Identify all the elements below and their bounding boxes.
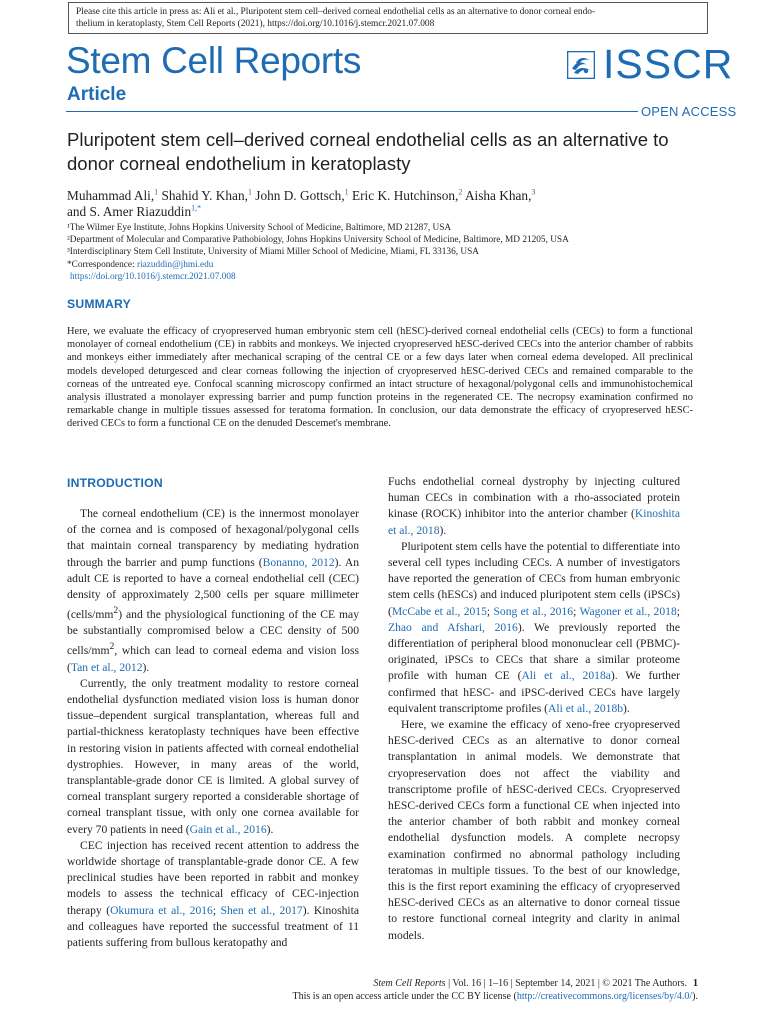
intro-text: ). xyxy=(142,660,150,674)
footer-journal: Stem Cell Reports xyxy=(373,978,446,989)
intro-text: ). We further confirmed that hESC- and iPSC-derived CECs have largely equivalent transcriptome profiles ( xyxy=(388,669,680,715)
journal-title: Stem Cell Reports xyxy=(66,40,362,81)
intro-text: Fuchs endothelial corneal dystrophy by injecting cultured human CECs in combination with a rho-associated protein kinase (ROCK) inhibitor into the anterior chamber ( xyxy=(388,475,680,521)
reference-link[interactable]: Ali et al., 2018b xyxy=(548,701,624,715)
author-name: and S. Amer Riazuddin xyxy=(67,204,192,219)
license-end: ). xyxy=(692,991,698,1002)
footer-citation xyxy=(373,978,698,990)
intro-text: ; xyxy=(676,604,680,618)
reference-link[interactable]: McCabe et al., 2015 xyxy=(391,604,487,618)
reference-link[interactable]: Song et al., 2016 xyxy=(493,604,574,618)
superscript: 2 xyxy=(113,605,119,617)
open-access-label: OPEN ACCESS xyxy=(641,104,737,119)
summary-heading: SUMMARY xyxy=(67,297,131,311)
affiliation-2: ²Department of Molecular and Comparative Pathobiology, Johns Hopkins University School of Medicine, Baltimore, MD 21205, USA xyxy=(67,235,569,246)
article-type-label: Article xyxy=(67,84,127,105)
reference-link[interactable]: Shen et al., 2017 xyxy=(220,903,303,917)
summary-text: Here, we evaluate the efficacy of cryopreserved human embryonic stem cell (hESC)-derived corneal endothelial cells (CECs) to form a functional monolayer of corneal endothelium (CE) in rabbits and monkeys. We injected cryopreserved hESC-derived CECs into the anterior chamber of rabbits and monkeys either immediately after mechanical scraping of the central CE or a few days later when corneal edema developed. All preclinical models developed deturgesced and clear corneas following the injection of cryopreserved hESC-derived CECs and remained comparable to the corneas of the untreated eye. Confocal scanning microscopy confirmed an intact structure of hexagonal/polygonal cells and immunohistochemical analysis illustrated a monolayer expressing barrier and pump function proteins in the regenerated CE. The necropsy examination confirmed no remarkable change in multiple tissues assessed for teratoma formation. In conclusion, our data demonstrate the efficacy of cryopreserved hESC-derived CECs to form a functional CE on the denuded Descemet's membrane. xyxy=(67,326,693,430)
correspondence xyxy=(67,259,707,271)
intro-text: ; xyxy=(573,604,580,618)
correspondence-label: *Correspondence: xyxy=(67,259,137,270)
intro-paragraph-1 xyxy=(67,506,359,676)
correspondence-email-link[interactable]: riazuddin@jhmi.edu xyxy=(136,259,214,270)
intro-text: ). An adult CE is reported to have a corneal endothelial cell (CEC) density of approximately 2,500 cells per square millimeter (cells/mm xyxy=(67,555,360,622)
citation-line-1: Please cite this article in press as: Ali et al., Pluripotent stem cell–derived corneal endothelial cells as an alternative to donor corneal endo- xyxy=(76,7,596,17)
isscr-logo-text: ISSCR xyxy=(603,41,734,87)
isscr-logo-icon xyxy=(567,51,595,79)
intro-paragraph-4 xyxy=(388,474,680,539)
author-affil-sup[interactable]: 3 xyxy=(531,187,536,197)
footer-details: | Vol. 16 | 1–16 | September 14, 2021 | © 2021 The Authors. xyxy=(445,978,687,989)
author-list xyxy=(67,188,707,220)
introduction-heading: INTRODUCTION xyxy=(67,476,163,490)
intro-text: Currently, the only treatment modality to restore corneal endothelial dysfunction mediated vision loss is human donor tissue–dependent surgical transplantation, whereas full and partial-thickness keratoplasty techniques have been effective in restoring vision in patients affected with corneal endothelial dystrophies. However, in many areas of the world, transplantable-grade donor CE is limited. A global survey of corneal transplant surgery reported a considerable shortage of corneal transplant tissue, with only one cornea available for every 70 patients in need ( xyxy=(67,676,359,836)
reference-link[interactable]: Zhao and Afshari, 2016 xyxy=(388,620,518,634)
superscript: 2 xyxy=(109,641,115,653)
reference-link[interactable]: Wagoner et al., 2018 xyxy=(579,604,677,618)
author-affil-sup[interactable]: 1 xyxy=(344,187,349,197)
intro-paragraph-2 xyxy=(67,676,359,838)
intro-text: ). xyxy=(623,701,630,715)
isscr-logo xyxy=(567,41,734,87)
license-text: This is an open access article under the CC BY license ( xyxy=(292,991,517,1002)
intro-text: ). Kinoshita and colleagues have reported the successful treatment of 11 patients suffering from bullous keratopathy and xyxy=(67,903,359,949)
footer-license xyxy=(293,991,698,1003)
doi-link[interactable]: https://doi.org/10.1016/j.stemcr.2021.07.008 xyxy=(70,271,236,282)
author-name: Aisha Khan, xyxy=(464,188,532,203)
citation-line-2: thelium in keratoplasty, Stem Cell Reports (2021), https://doi.org/10.1016/j.stemcr.2021.07.008 xyxy=(76,19,435,29)
author-affil-sup[interactable]: 1 xyxy=(154,187,159,197)
intro-text: , which can lead to corneal edema and vision loss ( xyxy=(67,644,359,674)
intro-text: ; xyxy=(486,604,494,618)
affiliations xyxy=(67,222,707,283)
left-column xyxy=(67,506,359,951)
reference-link[interactable]: Kinoshita et al., 2018 xyxy=(388,507,680,537)
author-name: Muhammad Ali, xyxy=(67,188,155,203)
intro-text: ) and the physiological functioning of the CE may be substantially compromised below a CEC density of 500 cells/mm xyxy=(67,608,359,658)
page-number: 1 xyxy=(693,978,698,989)
intro-text: ). xyxy=(266,822,274,836)
author-name: Shahid Y. Khan, xyxy=(161,188,248,203)
reference-link[interactable]: Gain et al., 2016 xyxy=(189,822,267,836)
reference-link[interactable]: Tan et al., 2012 xyxy=(70,660,143,674)
intro-paragraph-3 xyxy=(67,838,359,951)
author-name: Eric K. Hutchinson, xyxy=(351,188,459,203)
intro-paragraph-5 xyxy=(388,539,680,717)
author-affil-sup[interactable]: 1 xyxy=(247,187,252,197)
author-name: John D. Gottsch, xyxy=(255,188,345,203)
affiliation-3: ³Interdisciplinary Stem Cell Institute, University of Miami Miller School of Medicine, Miami, FL 33136, USA xyxy=(67,247,479,258)
intro-text: ). xyxy=(439,523,447,537)
reference-link[interactable]: Ali et al., 2018a xyxy=(521,669,611,683)
intro-text: ). We previously reported the differentiation of peripheral blood mononuclear cell (PBMC)-originated, iPSCs to CECs that share a similar proteome profile with human CE ( xyxy=(388,620,680,683)
author-affil-sup[interactable]: 1,* xyxy=(191,203,202,213)
right-column xyxy=(388,474,680,944)
author-affil-sup[interactable]: 2 xyxy=(458,187,463,197)
intro-text: The corneal endothelium (CE) is the innermost monolayer of the cornea and is composed of hexagonal/polygonal cells that maintain corneal transparency by mediating hydration through the barrier and pump functions ( xyxy=(67,507,359,569)
intro-text: CEC injection has received recent attention to address the worldwide shortage of transplantable-grade donor CE. A few preclinical studies have been reported in rabbit and monkey models to assess the technical efficacy of CEC-injection therapy ( xyxy=(67,838,359,917)
intro-text: ; xyxy=(212,903,221,917)
intro-paragraph-6: Here, we examine the efficacy of xeno-free cryopreserved hESC-derived CECs as an alternative to donor corneal transplantation in animal models. We demonstrate that cryopreservation does not affect the viability and transcriptome profile of hESC-derived CECs. Cryopreserved hESC-derived CECs form a functional CE when injected into the anterior chamber of both rabbit and monkey corneal endothelial dysfunction models. A complete necropsy examination confirmed no abnormal pathology including teratomas in multiple tissues. To the best of our knowledge, this is the first report examining the efficacy of cryopreserved hESC-derived CECs as an alternative to donor corneal tissue to restore functional corneal integrity and clarity in animal models. xyxy=(388,718,680,942)
header-rule xyxy=(66,111,638,112)
citation-box xyxy=(68,2,708,34)
license-link[interactable]: http://creativecommons.org/licenses/by/4.0/ xyxy=(516,991,693,1002)
paper-title: Pluripotent stem cell–derived corneal endothelial cells as an alternative to donor corneal endothelium in keratoplasty xyxy=(67,129,669,174)
reference-link[interactable]: Bonanno, 2012 xyxy=(262,555,335,569)
reference-link[interactable]: Okumura et al., 2016 xyxy=(110,903,213,917)
affiliation-1: ¹The Wilmer Eye Institute, Johns Hopkins University School of Medicine, Baltimore, MD 21287, USA xyxy=(67,223,452,233)
intro-text: Pluripotent stem cells have the potential to differentiate into several cell types including CECs. A number of investigators have reported the generation of CECs from human embryonic stem cells (hESCs) and induced pluripotent stem cells (iPSCs) ( xyxy=(388,539,680,618)
